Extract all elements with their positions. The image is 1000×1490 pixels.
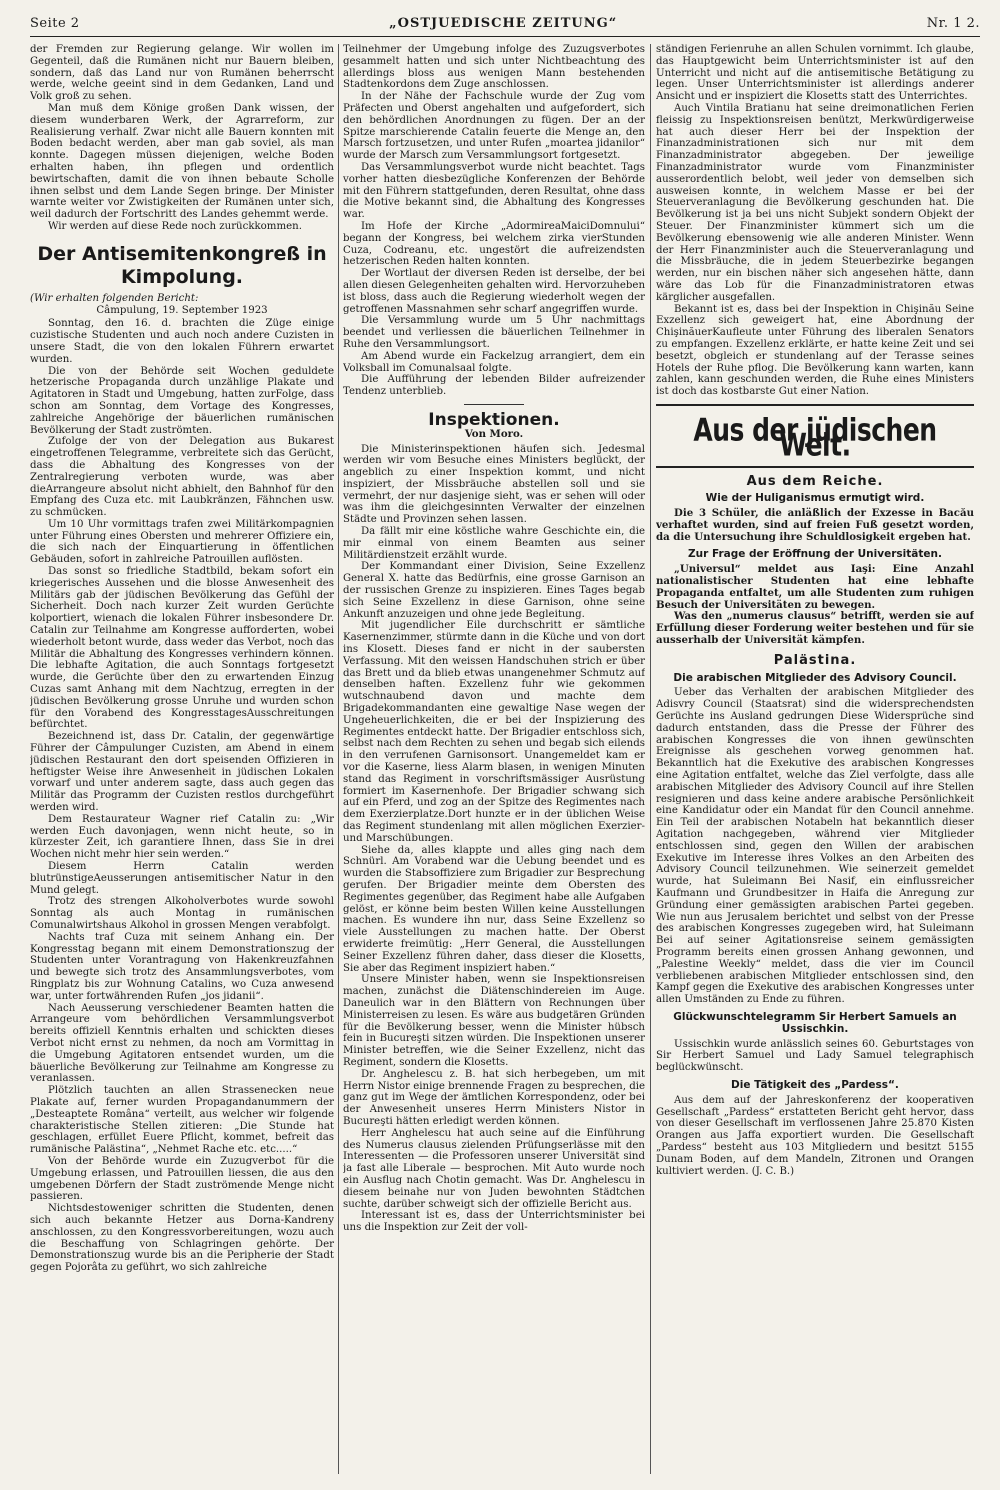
article-paragraph: Ussischkin wurde anlässlich seines 60. Geburtstages von Sir Herbert Samuel und Lady Samuel telegraphisch beglückwünscht. [656,1038,974,1074]
article-paragraph: Nachts traf Cuza mit seinem Anhang ein. Der Kongresstag begann mit einem Demonstrationszug der Studenten unter Vorantragung von Hakenkreuzfahnen und bewegte sich trotz des Ansammlungsverbotes, vom Ringplatz bis zur Wohnung Catalins, wo Cuza anwesend war, unter fortwährenden Rufen „jos jidanii“. [30,931,334,1002]
article-paragraph: Mit jugendlicher Eile durchschritt er sämtliche Kasernenzimmer, stürmte dann in die Küche und von dort ins Klosett. Dieses fand er nicht in der saubersten Verfassung. Mit den weissen Handschuhen strich er über das Brett und da blieb etwas unangenehmer Schmutz auf denselben haften. Exzellenz fuhr wie gekommen wutschnaubend davon und machte dem Brigadekommandanten eine gewaltige Nase wegen der Ungeheuerlichkeiten, die er bei der Inspizierung des Regimentes entdeckt hatte. Der Brigadier entschloss sich, selbst nach dem Rechten zu sehen und begab sich eilends in den verrufenen Garnisonsort. Unangemeldet kam er vor die Kaserne, liess Alarm blasen, in wenigen Minuten stand das Regiment in vorschriftsmässiger Ausrüstung formiert im Kasernenhofe. Der Brigadier schwang sich auf ein Pferd, und zog an der Spitze des Regimentes nach dem Exerzierplatze.Dort hunzte er in der üblichen Weise das Regiment stundenlang mit allen möglichen Exerzier- und Marschübungen. [343,620,645,844]
section-headline-juedische-welt: Aus der jüdischen Welt. [693,411,937,463]
subsection-reiche: Aus dem Reiche. [746,473,884,489]
headline-pardess: Die Tätigkeit des „Pardess“. [731,1078,899,1091]
article-paragraph: Wir werden auf diese Rede noch zurückkommen. [48,220,302,232]
article-paragraph: Plötzlich tauchten an allen Strassenecken neue Plakate auf, ferner wurden Propagandanummern der „Desteaptete Româna“ verteilt, aus welcher wir folgende charakteristische Stellen zitieren: „Die Stunde hat geschlagen, erfüllet Euere Pflicht, kommet, befreit das rumänische Palästina“, „Nehmet Rache etc. etc.....“ [30,1085,334,1156]
article-paragraph: Am Abend wurde ein Fackelzug arrangiert, dem ein Volksball im Comunalsaal folgte. [343,350,645,374]
article-paragraph: der Fremden zur Regierung gelange. Wir wollen im Gegenteil, daß die Rumänen nicht nur Bauern bleiben, sondern, daß das Land nur von Rumänen beherrscht werde, welche geeint sind in dem Gedanken, Land und Volk groß zu sehen. [30,44,334,103]
article-paragraph: Trotz des strengen Alkoholverbotes wurde sowohl Sonntag als auch Montag in rumänischen Comunalwirtshaus Alkohol in grossen Mengen verabfolgt. [30,896,334,931]
headline-advisory-council: Die arabischen Mitglieder des Advisory Council. [673,671,957,684]
headline-huliganismus: Wie der Huliganismus ermutigt wird. [705,492,925,505]
column-1 [30,44,334,1480]
article-paragraph: Um 10 Uhr vormittags trafen zwei Militärkompagnien unter Führung eines Obersten und mehrerer Offiziere ein, die sich nach der Einquartierung in öffentlichen Gebäuden, sofort in zahlreiche Patrouillen auflösten. [30,518,334,566]
article-paragraph: Herr Anghelescu hat auch seine auf die Einführung des Numerus clausus zielenden Prüfungserlässe mit den Interessenten — die Professoren unserer Universität sind ja fast alle Liberale — besprochen. Mit Auto wurde noch ein Ausflug nach Chotin gemacht. Was Dr. Anghelescu in diesem beinahe nur von Juden bewohnten Städtchen suchte, darüber schweigt sich der offizielle Bericht aus. [343,1127,645,1210]
column-divider [338,44,339,1474]
headline-glueckwunsch: Glückwunschtelegramm Sir Herbert Samuels an Ussischkin. [673,1010,957,1035]
article-paragraph: „Universul“ meldet aus Iaşi: Eine Anzahl nationalistischer Studenten hat eine lebhafte Propaganda entfaltet, um alle Studenten zum ruhigen Besuch der Universitäten zu bewegen. [656,563,974,611]
byline: Von Moro. [464,427,524,440]
article-paragraph: Aus dem auf der Jahreskonferenz der kooperativen Gesellschaft „Pardess“ erstatteten Bericht geht hervor, dass von dieser Gesellschaft im verflossenen Jahre 25.870 Kisten Orangen aus Jaffa exportiert wurden. Die Gesellschaft „Pardess“ besteht aus 103 Mitgliedern und besitzt 5155 Dunam Boden, auf dem Mandeln, Zitronen und Orangen kultiviert werden. (J. C. B.) [656,1094,974,1177]
newspaper-title: „OSTJUEDISCHE ZEITUNG“ [389,15,618,31]
article-paragraph: Von der Behörde wurde ein Zuzugverbot für die Umgebung erlassen, und Patrouillen liessen, die aus den umgebenen Dörfern der Stadt zuströmende Menge nicht passieren. [30,1155,334,1203]
article-paragraph: Zufolge der von der Delegation aus Bukarest eingetroffenen Telegramme, verbreitete sich das Gerücht, dass die Abhaltung des Kongresses von der Zentralregierung verboten wurde, was aber dieArrangeure absolut nicht abhielt, den Bahnhof für den Empfang des Cuza etc. mit Laubkränzen, Fähnchen usw. zu schmücken. [30,436,334,519]
article-paragraph: Dem Restaurateur Wagner rief Catalin zu: „Wir werden Euch davonjagen, wenn nicht heute, so in kürzester Zeit, ich garantiere Ihnen, dass Sie in drei Wochen nicht mehr hier sein werden.“ [30,813,334,861]
page-number: Seite 2 [30,15,80,31]
report-note: (Wir erhalten folgenden Bericht: [30,292,199,304]
article-paragraph: Die Aufführung der lebenden Bilder aufreizender Tendenz unterblieb. [343,374,645,398]
article-paragraph: Nichtsdestoweniger schritten die Studenten, denen sich auch bekannte Hetzer aus Dorna-Kandreny anschlossen, zu den Kongressvorbereitungen, wozu auch die Beschaffung von Schlagringen gehörte. Der Demonstrationszug wurde bis an die Peripherie der Stadt gegen Pojorâta zu geführt, wo sich zahlreiche [30,1203,334,1274]
article-paragraph: Siehe da, alles klappte und alles ging nach dem Schnürl. Am Vorabend war die Uebung beendet und es wurden die Stabsoffiziere zum Brigadier zur Besprechung gerufen. Der Brigadier meinte dem Obersten des Regimentes gegenüber, das Regiment habe alle Aufgaben gelöst, er könne beim besten Willen keine Ausstellungen machen. Es wundere ihn nur, dass Seine Exzellenz so viele Ausstellungen zu machen hatte. Der Oberst erwiderte freimütig: „Herr General, die Ausstellungen Seiner Exzellenz führen daher, dass dieser die Klosetts, Sie aber das Regiment inspiziert haben.“ [343,844,645,974]
column-divider [650,44,651,1474]
article-paragraph: ständigen Ferienruhe an allen Schulen vornimmt. Ich glaube, das Hauptgewicht beim Unterrichtsminister ist auf den Unterricht und nicht auf die antisemitische Betätigung zu legen. Unser Unterrichtsminister ist allerdings anderer Ansicht und er inspiziert die Klosetts statt des Unterrichtes. [656,44,974,103]
article-paragraph: Bekannt ist es, dass bei der Inspektion in Chişinău Seine Exzellenz sich geweigert hat, eine Abordnung der ChişinăuerKaufleute unter Führung des liberalen Senators zu empfangen. Exzellenz erklärte, er hatte keine Zeit und sei besetzt, obgleich er stundenlang auf der Terasse seines Hotels der Ruhe pflog. Die Bevölkerung kann warten, kann zahlen, kann geschunden werden, die Ruhe eines Ministers ist doch das kostbarste Gut einer Nation. [656,303,974,398]
article-paragraph: Bezeichnend ist, dass Dr. Catalin, der gegenwärtige Führer der Câmpulunger Cuzisten, am Abend in einem jüdischen Restaurant den dort speisenden Offizieren in heftigster Weise ihre Anwesenheit in jüdischen Lokalen vorwarf und unter anderem sagte, dass auch gegen das Militär das Programm der Cuzisten restlos durchgeführt werden wird. [30,731,334,814]
article-paragraph: Diesem Herrn Catalin werden blutrünstigeAeusserungen antisemitischer Natur in den Mund gelegt. [30,861,334,896]
article-paragraph: Die 3 Schüler, die anläßlich der Exzesse in Bacău verhaftet wurden, sind auf freien Fuß gesetzt worden, da die Untersuchung ihre Schuldlosigkeit ergeben hat. [656,507,974,543]
column-2 [343,44,645,1480]
article-paragraph: Sonntag, den 16. d. brachten die Züge einige cuzistische Studenten und auch noch andere Cuzisten in unsere Stadt, die von den lokalen Führern erwartet wurden. [30,318,334,365]
article-paragraph: Teilnehmer der Umgebung infolge des Zuzugsverbotes gesammelt hatten und sich unter Nichtbeachtung des allerdings bloss aus wenigen Mann bestehenden Stadtenkordons dem Zuge anschlossen. [343,44,645,91]
article-paragraph: Unsere Minister haben, wenn sie Inspektionsreisen machen, zunächst die Diätenschindereien im Auge. Daneulich war in den Blättern von Rechnungen über Ministerreisen zu lesen. Es wäre aus budgetären Gründen für die Bevölkerung besser, wenn die Minister hübsch fein in Bucureşti sitzen würden. Die Inspektionen unserer Minister betreffen, wie die Seiner Exzellenz, nicht das Regiment, sondern die Klosetts. [343,974,645,1068]
article-paragraph: Dr. Anghelescu z. B. hat sich herbegeben, um mit Herrn Nistor einige brennende Fragen zu besprechen, die ganz gut im Wege der ämtlichen Korrespondenz, oder bei der Anwesenheit unseres Herrn Ministers Nistor in Bucureşti hätten erledigt werden können. [343,1068,645,1127]
article-paragraph: Auch Vintila Bratianu hat seine dreimonatlichen Ferien fleissig zu Inspektionsreisen benützt, Merkwürdigerweise hat auch dieser Herr bei der Inspektion der Finanzadministrationen sich nur mit dem Finanzadministrator abgegeben. Der jeweilige Finanzadministrator wurde vom Finanzminister ausserordentlich belobt, weil jeder von demselben sich ausweisen konnte, in welchem Masse er bei der Steuerveranlagung die Bevölkerung geschunden hat. Die Bevölkerung ist ja bei uns nicht Subjekt sondern Objekt der Steuer. Der Finanzminister kümmert sich um die Bevölkerung ebensowenig wie alle anderen Minister. Wenn der Herr Finanzminister auch die Steuerveranlagung und die Missbräuche, die in jedem Steuerbezirke begangen werden, nur ein bischen näher sich angesehen hätte, dann wäre das Lob für die Finanzadministratoren etwas kärglicher ausgefallen. [656,102,974,303]
article-paragraph: Der Wortlaut der diversen Reden ist derselbe, der bei allen diesen Gelegenheiten gehalten wird. Hervorzuheben ist bloss, dass auch die Regierung wiederholt wegen der getroffenen Massnahmen sehr scharf angegriffen wurde. [343,268,645,315]
article-paragraph: Das sonst so friedliche Stadtbild, bekam sofort ein kriegerisches Aussehen und die blosse Anwesenheit des Militärs gab der jüdischen Bevölkerung das Gefühl der Sicherheit. Doch nach kurzer Zeit wurden Gerüchte kolportiert, wienach die lokalen Führer insbesondere Dr. Catalin zur Teilnahme am Kongresse aufforderten, wobei wiederholt betont wurde, dass weder das Verbot, noch das Militär die Abhaltung des Kongresses verhindern können. Die lebhafte Agitation, die auch Sonntags fortgesetzt wurde, die Gerüchte über den zu erwartenden Einzug Cuzas samt Anhang mit dem Nachtzug, erregten in der jüdischen Bevölkerung grosse Unruhe und wurden schon für den Vorabend des KongresstagesAusschreitungen befürchtet. [30,566,334,731]
dateline: Câmpulung, 19. September 1923 [96,304,268,316]
article-paragraph: Da fällt mir eine köstliche wahre Geschichte ein, die mir einmal von einem Beamten aus seiner Militärdienstzeit erzählt wurde. [343,526,645,561]
section-rule [656,404,974,406]
article-paragraph: Ueber das Verhalten der arabischen Mitglieder des Adisvry Council (Staatsrat) sind die widersprechendsten Gerüchte ins Ausland gedrungen Diese Widersprüche sind dadurch entstanden, dass die Presse der Führer des arabischen Kongresses die von ihnen gewünschten Ereignisse als geschehen vorweg genommen hat. Bekanntlich hat die Exekutive des arabischen Kongresses eine Agitation entfaltet, welche das Ziel verfolgte, dass alle arabischen Mitglieder des Advisory Council auf ihre Stellen resignieren und dass keine andere arabische Persönlichkeit eine Kandidatur oder ein Mandat für den Council annehme. Ein Teil der arabischen Notabeln hat bekanntlich dieser Agitation nachgegeben, während vier Mitglieder entschlossen sind, gegen den Willen der arabischen Exekutive im Interesse ihres Volkes an den Arbeiten des Advisory Council teilzunehmen. Wie seinerzeit gemeldet wurde, hat Suleimann Bei Nasif, ein einflussreicher Kaufmann und Grundbesitzer in Haifa die Anregung zur Gründung einer gemässigten arabischen Partei gegeben. Wie nun aus Jerusalem berichtet und selbst von der Presse des arabischen Kongresses zugegeben wird, hat Suleimann Bei auf seiner Agitationsreise seinem gemässigten Programm bereits einen grossen Anhang gewonnen, und „Palestine Weekly“ meldet, dass die vier im Council verbliebenen arabischen Mitglieder entschlossen sind, den Kampf gegen die Exekutive des arabischen Kongresses unter allen Umständen zu Ende zu führen. [656,687,974,1006]
article-paragraph: Interessant ist es, dass der Unterrichtsminister bei uns die Inspektion zur Zeit der voll- [343,1210,645,1234]
section-divider [464,404,524,405]
section-rule [656,466,974,468]
article-paragraph: Man muß dem Könige großen Dank wissen, der diesem wunderbaren Werk, der Agrarreform, zur Realisierung verhalf. Zwar nicht alle Bauern konnten mit Boden bedacht werden, aber man gab soviel, als man konnte. Dagegen müssen diejenigen, welche Boden erhalten haben, ihn pflegen und ordentlich bewirtschaften, damit die von ihnen bebaute Scholle ihnen selbst und dem Lande Segen bringe. Der Minister warnte weiter vor Zwistigkeiten der Rumänen unter sich, weil dadurch der Fortschritt des Landes gehemmt werde. [30,102,334,221]
article-paragraph: Nach Aeusserung verschiedener Beamten hatten die Arrangeure vom behördlichen Versammlungsverbot bereits offiziell Kenntnis erhalten und schickten dieses Verbot nicht ernst zu nehmen, da noch am Vormittag in die Umgebung Agitatoren entsendet wurden, um die bäuerliche Bevölkerung zur Teilnahme am Kongresse zu veranlassen. [30,1002,334,1085]
headline-antisemitenkongress: Der Antisemitenkongreß in Kimpolung. [37,242,327,288]
article-paragraph: Die Ministerinspektionen häufen sich. Jedesmal werden wir vom Besuche eines Ministers beglückt, der angeblich zu einer Inspektion kommt, und nicht inspiziert, der Missbräuche abstellen soll und sie vermehrt, der nur dasjenige sieht, was er sehen will oder was ihm die gleichgesinnten Verwalter der einzelnen Städte und Provinzen sehen lassen. [343,443,645,526]
article-paragraph: Im Hofe der Kirche „AdormireaMaiciDomnului“ begann der Kongress, bei welchem zirka vierStunden Cuza, Codreanu, etc. ungestört die aufreizendsten hetzerischen Reden halten konnten. [343,220,645,268]
headline-inspektionen: Inspektionen. [428,409,560,430]
article-paragraph: Der Kommandant einer Division, Seine Exzellenz General X. hatte das Bedürfnis, eine grosse Garnison an der russischen Grenze zu inspizieren. Eines Tages begab sich Seine Exzellenz in diese Garnison, ohne seine Ankunft anzuzeigen und ohne jede Begleitung. [343,561,645,620]
issue-number: Nr. 1 2. [926,15,980,31]
headline-universitaeten: Zur Frage der Eröffnung der Universitäten. [688,548,942,561]
article-paragraph: Die von der Behörde seit Wochen geduldete hetzerische Propaganda durch unzählige Plakate und Agitatoren in Stadt und Umgebung, hatten zurFolge, dass schon am Sonntag, dem Vortage des Kongresses, zahlreiche Angehörige der bäuerlichen rumänischen Bevölkerung der Stadt zuströmten. [30,365,334,436]
article-paragraph: Die Versammlung wurde um 5 Uhr nachmittags beendet und verliessen die bäuerlichen Teilnehmer in Ruhe den Versammlungsort. [343,315,645,350]
subsection-palaestina: Palästina. [773,652,857,668]
column-3 [656,44,974,1480]
article-paragraph: In der Nähe der Fachschule wurde der Zug vom Präfecten und Oberst angehalten und aufgefordert, sich den behördlichen Anordnungen zu fügen. Der an der Spitze marschierende Catalin feuerte die Menge an, den Marsch fortzusetzen, und unter Rufen „moartea jidanilor“ wurde der Marsch zum Versammlungsort fortgesetzt. [343,91,645,162]
article-paragraph: Das Versammlungsverbot wurde nicht beachtet. Tags vorher hatten diesbezügliche Konferenzen der Behörde mit den Führern stattgefunden, deren Resultat, ohne dass die Motive bekannt sind, die Abhaltung des Kongresses war. [343,161,645,221]
article-paragraph: Was den „numerus clausus“ betrifft, werden sie auf Erfüllung dieser Forderung weiter bestehen und für sie ausserhalb der Universität kämpfen. [656,610,974,647]
masthead [30,10,980,37]
